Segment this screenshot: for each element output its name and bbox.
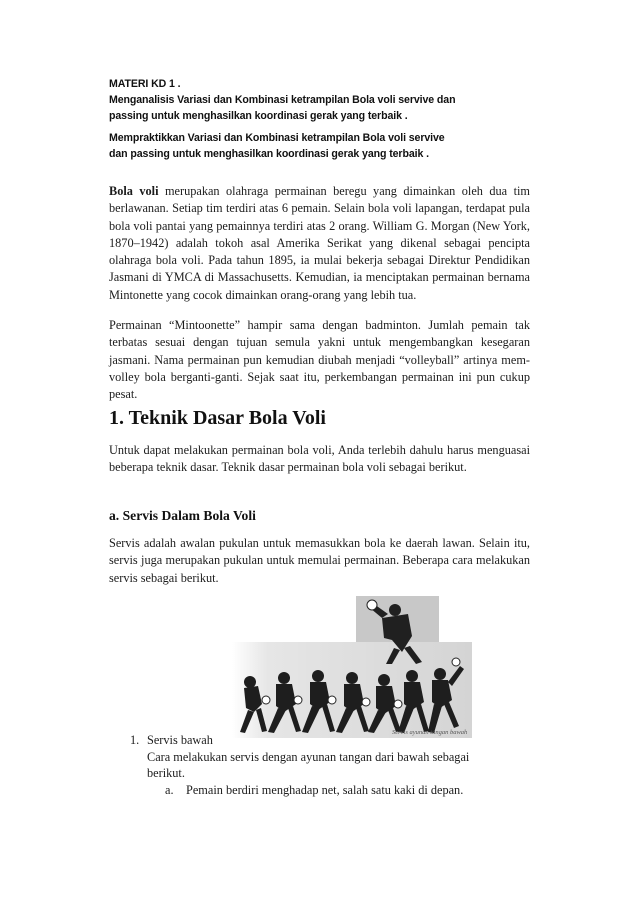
subsection-servis-text: Servis adalah awalan pukulan untuk memasukkan bola ke daerah lawan. Selain itu, servis juga merupakan pukulan untuk memulai permainan. Beberapa cara melakukan servis sebagai berikut. [109,536,530,585]
materi-title: MATERI KD 1 . [109,78,181,90]
intro-paragraph-2: Permainan “Mintoonette” hampir sama dengan badminton. Jumlah pemain tak terbatas sesuai dengan tujuan semula yakni untuk mengembangkan kesegaran jasmani. Nama permainan pun kemudian diubah menjadi “volleyball” artinya mem-volley bola berganti-ganti. Sejak saat itu, perkembangan permainan ini pun cukup pesat. [109,318,530,402]
intro-paragraph-1-text: merupakan olahraga permainan beregu yang dimainkan oleh dua tim berlawanan. Setiap tim terdiri atas 6 pemain. Selain bola voli lapangan, terdapat pula bola voli pantai yang pemainnya terdiri atas 2 orang. William G. Morgan (New York, 1870–1942) adalah tokoh asal Amerika Serikat yang dikenal sebagai pencipta olahraga bola voli. Pada tahun 1895, ia mulai bekerja sebagai Direktur Pendidikan Jasmani di YMCA di Massachusetts. Kemudian, ia menciptakan permainan bernama Mintonette yang cocok dimainkan orang-orang yang lebih tua. [109,184,530,302]
kd-line-4: dan passing untuk menghasilkan koordinasi gerak yang terbaik . [109,148,429,160]
section-heading-teknik-dasar: 1. Teknik Dasar Bola Voli [109,407,326,429]
servis-sequence-image [232,596,472,738]
bola-voli-term: Bola voli [109,184,159,198]
section-1-text: Untuk dapat melakukan permainan bola voli, Anda terlebih dahulu harus menguasai beberapa teknik dasar. Teknik dasar permainan bola voli sebagai berikut. [109,443,530,475]
kd-line-1: Menganalisis Variasi dan Kombinasi ketrampilan Bola voli servive dan [109,94,456,106]
list-item-1-number: 1. [130,733,140,747]
kd-line-3: Mempraktikkan Variasi dan Kombinasi ketrampilan Bola voli servive [109,132,445,144]
kd-line-2: passing untuk menghasilkan koordinasi gerak yang terbaik . [109,110,408,122]
list-item-1-desc-line2: berikut. [147,766,185,780]
list-item-1-desc-line1: Cara melakukan servis dengan ayunan tangan dari bawah sebagai [147,750,470,764]
subsection-heading-servis: a. Servis Dalam Bola Voli [109,508,256,523]
servis-illustration [232,596,472,738]
intro-paragraph-1 [109,183,530,304]
sub-item-a-text: Pemain berdiri menghadap net, salah satu kaki di depan. [186,783,464,797]
sub-item-a-letter: a. [165,783,174,797]
figure-caption: Servis ayunan tangan bawah [392,729,468,736]
list-item-1-title: Servis bawah [147,733,213,747]
